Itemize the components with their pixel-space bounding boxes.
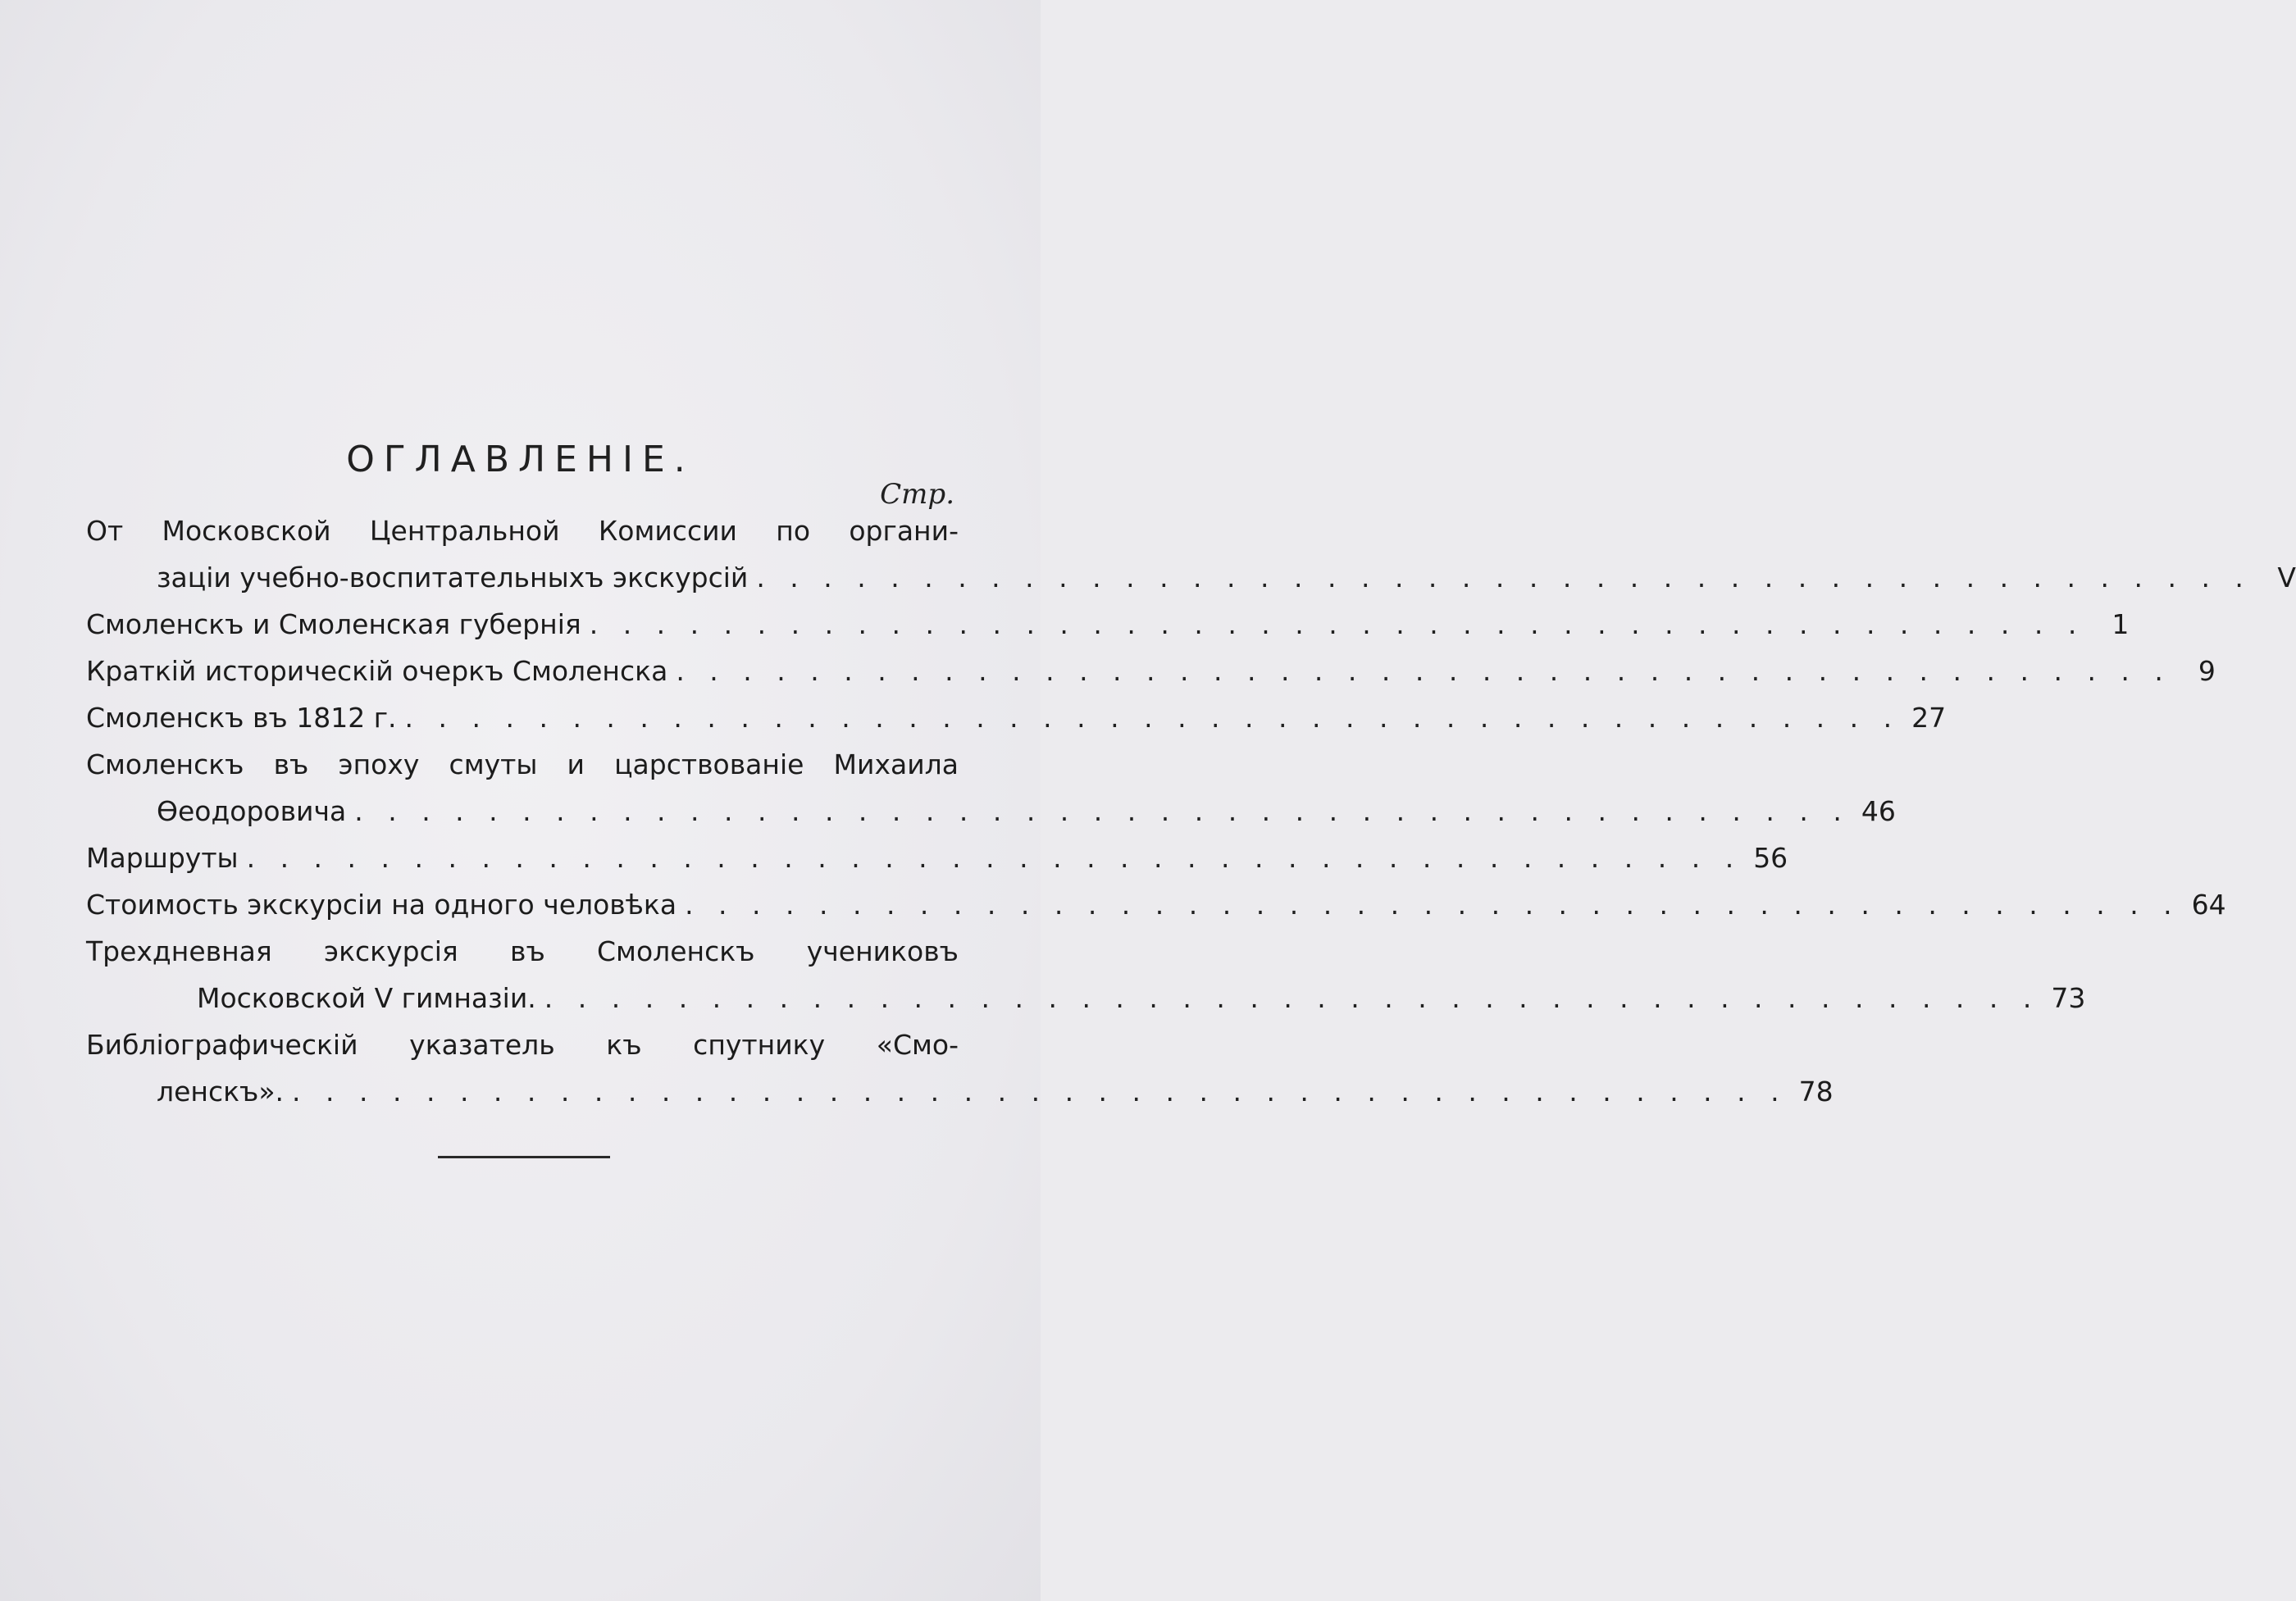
dot-leader: . . . . . . . . . . . . . . . . . . . . . . . . . . . . . . . . . . . . . . . . . . . . .: [354, 795, 1850, 827]
toc-entry-text: От Московской Центральной Комиссии по органи-: [86, 515, 959, 547]
toc-entry-text: ленскъ».: [157, 1076, 285, 1108]
toc-page-number: 64: [2191, 889, 2226, 921]
toc-entry-line: [86, 1029, 959, 1076]
toc-entry-text: заціи учебно-воспитательныхъ экскурсій: [157, 562, 749, 594]
dot-leader: . . . . . . . . . . . . . . . . . . . . . . . . . . . . . . . . . . . . . . . . . . . . .: [544, 982, 2040, 1014]
toc-entry-line: [86, 748, 959, 795]
dot-leader: . . . . . . . . . . . . . . . . . . . . . . . . . . . . . . . . . . . . . . . . . . . . .: [292, 1076, 1788, 1108]
dot-leader: . . . . . . . . . . . . . . . . . . . . . . . . . . . . . . . . . . . . . . . . . . . . .: [685, 889, 2180, 921]
toc-entry-text: Смоленскъ въ 1812 г.: [86, 702, 397, 734]
toc-entry-text: Краткій историческій очеркъ Смоленска: [86, 655, 668, 687]
toc-page-number: 56: [1753, 842, 1788, 874]
toc-entry-line: [86, 562, 2296, 608]
dot-leader: . . . . . . . . . . . . . . . . . . . . . . . . . . . . . . . . . . . . . . . . . . . . .: [589, 608, 2085, 640]
dot-leader: . . . . . . . . . . . . . . . . . . . . . . . . . . . . . . . . . . . . . . . . . . . . .: [246, 842, 1742, 874]
toc-entry-text: Библіографическій указатель къ спутнику «Смо-: [86, 1029, 959, 1061]
toc-page-number: 1: [2112, 608, 2130, 640]
toc-entry-text: Стоимость экскурсіи на одного человѣка: [86, 889, 677, 921]
table-of-contents: [86, 515, 2296, 1122]
toc-entry-line: [86, 842, 1788, 889]
toc-entry-text: Ѳеодоровича: [157, 795, 347, 827]
toc-entry-line: [86, 702, 1947, 748]
toc-page-number: V: [2277, 562, 2296, 594]
dot-leader: . . . . . . . . . . . . . . . . . . . . . . . . . . . . . . . . . . . . . . . . . . . . .: [676, 655, 2171, 687]
toc-entry-line: [86, 608, 2130, 655]
toc-entry-text: Московской V гимназіи.: [197, 982, 536, 1014]
toc-entry-line: [86, 889, 2226, 935]
page-column-label: Стр.: [880, 478, 954, 511]
toc-page-number: 78: [1798, 1076, 1834, 1108]
toc-entry-text: Смоленскъ въ эпоху смуты и царствованіе Михаила: [86, 748, 959, 780]
toc-page-number: 46: [1861, 795, 1896, 827]
toc-entry-text: Маршруты: [86, 842, 239, 874]
toc-page-number: 73: [2051, 982, 2086, 1014]
dot-leader: . . . . . . . . . . . . . . . . . . . . . . . . . . . . . . . . . . . . . . . . . . . . .: [756, 562, 2252, 594]
divider-rule: [438, 1156, 610, 1158]
toc-entry-line: [86, 655, 2216, 702]
toc-page-number: 9: [2198, 655, 2216, 687]
toc-entry-line: [86, 935, 959, 982]
toc-entry-line: [86, 1076, 1834, 1122]
toc-entry-line: [86, 795, 1896, 842]
dot-leader: . . . . . . . . . . . . . . . . . . . . . . . . . . . . . . . . . . . . . . . . . . . . .: [404, 702, 1901, 734]
toc-page-number: 27: [1911, 702, 1947, 734]
toc-entry-text: Смоленскъ и Смоленская губернія: [86, 608, 581, 640]
toc-entry-text: Трехдневная экскурсія въ Смоленскъ учениковъ: [86, 935, 959, 967]
page-heading: ОГЛАВЛЕНІЕ.: [346, 439, 695, 480]
toc-entry-line: [86, 515, 959, 562]
toc-entry-line: [86, 982, 2086, 1029]
